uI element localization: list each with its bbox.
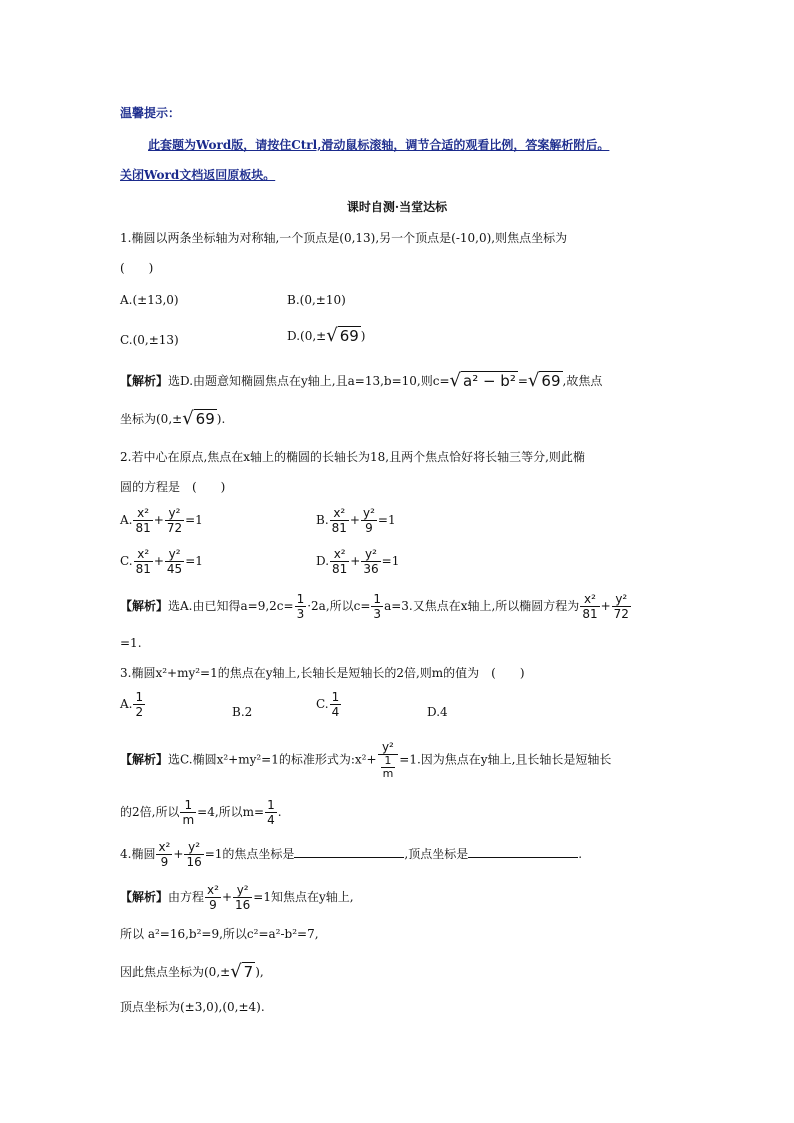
- fraction: [371, 592, 383, 621]
- denominator: 72: [166, 521, 183, 535]
- numerator: x²: [134, 547, 153, 562]
- denominator: 4: [331, 705, 340, 719]
- denominator: 81: [582, 607, 598, 621]
- fraction: [330, 506, 349, 535]
- section-title: 课时自测·当堂达标: [346, 200, 448, 214]
- q2-option-b-label: B.: [316, 513, 329, 527]
- q1-option-c: C.(0,±13): [120, 333, 179, 347]
- denominator: 81: [332, 562, 348, 576]
- fraction: [361, 506, 377, 535]
- numerator: 1: [331, 690, 340, 704]
- plus-sign: +: [600, 599, 611, 613]
- q3-option-d: D.4: [427, 705, 448, 719]
- denominator: 81: [331, 521, 347, 535]
- plus-sign: +: [153, 513, 164, 527]
- q3-answer-line-2: [120, 798, 282, 827]
- numerator: y²: [165, 547, 184, 562]
- q2-option-d-tail: =1: [381, 554, 400, 568]
- q4-stem-c: ,顶点坐标是: [404, 847, 469, 861]
- denominator: 9: [160, 855, 169, 869]
- q1-answer-line-2-pre: 坐标为(0,±: [120, 412, 183, 426]
- sqrt-69-answer: √ 69: [527, 370, 561, 391]
- tip-line-2: [120, 166, 275, 184]
- q3-answer2-a: 的2倍,所以: [120, 805, 180, 819]
- plus-sign: +: [153, 554, 164, 568]
- plus-sign: +: [221, 890, 233, 904]
- fraction: [133, 506, 152, 535]
- numerator: y²: [362, 506, 375, 520]
- q2-answer-a: 选A.由已知得a=9,2c=: [168, 599, 294, 613]
- sqrt-69-answer-body: 69: [541, 372, 561, 390]
- denominator: 72: [613, 607, 629, 621]
- q4-answer-line-3-post: ),: [255, 965, 264, 979]
- q3-answer-a: 选C.椭圆x²+my²=1的标准形式为:x²+: [168, 752, 377, 767]
- q2-option-c-label: C.: [120, 554, 133, 568]
- numerator: 1: [135, 690, 144, 704]
- q4-stem-b: =1的焦点坐标是: [204, 847, 295, 861]
- tip-title: 温馨提示：: [120, 106, 181, 120]
- denominator: 3: [296, 607, 305, 621]
- fraction: [233, 883, 252, 912]
- denominator: 9: [365, 521, 373, 535]
- q1-option-d-pre: D.(0,±: [287, 329, 327, 343]
- fraction: [165, 547, 184, 576]
- numerator: 1: [373, 592, 382, 606]
- sqrt-a2-b2-body: a² − b²: [463, 372, 516, 390]
- numerator: y²: [184, 840, 203, 855]
- fraction: [330, 547, 349, 576]
- numerator: 1: [180, 798, 196, 813]
- q3-answer-label: 【解析】: [120, 752, 169, 767]
- denominator: 16: [186, 855, 202, 869]
- q3-option-a-label: A.: [120, 697, 133, 711]
- sqrt-a2-b2: √ a² − b²: [449, 370, 516, 391]
- fraction: [133, 690, 145, 719]
- answer-blank-1[interactable]: [294, 845, 404, 858]
- fraction: [156, 840, 172, 869]
- fraction: [265, 798, 277, 827]
- numerator: x²: [330, 506, 349, 521]
- q3-stem: 3.椭圆x²+my²=1的焦点在y轴上,长轴长是短轴长的2倍,则m的值为 ( ): [120, 666, 525, 680]
- q4-answer-line-3-pre: 因此焦点坐标为(0,±: [120, 965, 231, 979]
- q2-answer-b: ·2a,所以c=: [307, 599, 371, 613]
- q1-answer-line-2: [120, 410, 225, 429]
- numerator: y²: [612, 592, 631, 607]
- q2-option-b-tail: =1: [377, 513, 396, 527]
- q2-answer-label: 【解析】: [120, 599, 169, 613]
- numerator: 1: [267, 798, 275, 812]
- numerator: x²: [133, 506, 152, 521]
- q2-stem-1: 2.若中心在原点,焦点在x轴上的椭圆的长轴长为18,且两个焦点恰好将长轴三等分,则此椭: [120, 450, 585, 464]
- q4-answer-line-4: 顶点坐标为(±3,0),(0,±4).: [120, 1000, 265, 1014]
- denominator: m: [182, 813, 195, 827]
- numerator: x²: [207, 883, 219, 897]
- q2-option-d: [316, 547, 399, 576]
- fraction: [330, 690, 342, 719]
- q3-option-b: B.2: [232, 705, 253, 719]
- fraction: [612, 592, 631, 621]
- q4-answer-label: 【解析】: [120, 890, 169, 904]
- numerator: x²: [158, 840, 171, 854]
- q2-answer-tail: =1.: [120, 636, 142, 650]
- q1-answer-label: 【解析】: [120, 374, 169, 388]
- q1-answer-line-1: [120, 372, 602, 391]
- denominator: 2: [135, 705, 144, 719]
- q4-answer-line-1: [120, 883, 354, 912]
- q4-answer-line-3: [120, 963, 264, 982]
- numerator: y²: [361, 547, 380, 562]
- denominator: m: [382, 767, 394, 780]
- numerator: 1: [381, 755, 396, 768]
- q3-answer-b: =1.因为焦点在y轴上,且长轴长是短轴长: [399, 752, 612, 767]
- q4-answer-b: =1知焦点在y轴上,: [253, 890, 354, 904]
- nested-fraction: [381, 755, 396, 780]
- sqrt-7-body: 7: [243, 963, 254, 981]
- q3-option-c-label: C.: [316, 697, 329, 711]
- fraction: [378, 740, 399, 780]
- sqrt-7: √ 7: [230, 961, 254, 982]
- fraction: [180, 798, 196, 827]
- fraction: [134, 547, 153, 576]
- q1-option-d: [287, 327, 365, 346]
- denominator: 3: [373, 607, 382, 621]
- q3-answer2-b: =4,所以m=: [197, 805, 265, 819]
- q3-option-c: [316, 690, 342, 719]
- q2-answer-line-1: [120, 592, 632, 621]
- q2-option-d-label: D.: [316, 554, 330, 568]
- q1-option-b: B.(0,±10): [287, 293, 346, 307]
- tip-line-1: [148, 136, 609, 154]
- q4-answer-line-2: 所以 a²=16,b²=9,所以c²=a²-b²=7,: [120, 927, 319, 941]
- tip-line-2-text: 关闭Word文档返回原板块。: [120, 168, 276, 182]
- q2-option-a-tail: =1: [185, 513, 203, 527]
- q3-option-a: [120, 690, 146, 719]
- sqrt-69-line2-body: 69: [195, 410, 215, 428]
- fraction: [580, 592, 599, 621]
- numerator: x²: [330, 547, 349, 562]
- fraction: [295, 592, 307, 621]
- denominator: 45: [166, 562, 183, 576]
- plus-sign: +: [173, 847, 184, 861]
- fraction: [165, 506, 184, 535]
- q1-answer-text-2: ,故焦点: [562, 374, 603, 388]
- answer-blank-2[interactable]: [468, 845, 578, 858]
- q2-option-c-tail: =1: [185, 554, 203, 568]
- q2-option-a: [120, 506, 203, 535]
- denominator: 16: [235, 898, 251, 912]
- q1-paren: ( ): [120, 261, 154, 275]
- denominator: 9: [209, 898, 217, 912]
- q1-answer-text-1: 选D.由题意知椭圆焦点在y轴上,且a=13,b=10,则c=: [168, 374, 450, 388]
- plus-sign: +: [349, 513, 360, 527]
- numerator: x²: [580, 592, 599, 607]
- q1-stem: 1.椭圆以两条坐标轴为对称轴,一个顶点是(0,13),另一个顶点是(-10,0),则焦点坐标为: [120, 231, 568, 245]
- q1-option-a: A.(±13,0): [120, 293, 179, 307]
- sqrt-69-body: 69: [339, 327, 359, 345]
- q4-stem-d: .: [578, 847, 583, 861]
- fraction: [361, 547, 380, 576]
- q2-option-c: [120, 547, 203, 576]
- q4-stem-a: 4.椭圆: [120, 847, 156, 861]
- fraction: [184, 840, 203, 869]
- q3-answer2-c: .: [277, 805, 282, 819]
- numerator: y²: [233, 883, 252, 898]
- numerator: y²: [378, 740, 399, 755]
- plus-sign: +: [350, 554, 361, 568]
- fraction: [205, 883, 221, 912]
- denominator: 81: [135, 521, 151, 535]
- q4-stem: [120, 840, 582, 869]
- q1-answer-eq: =: [517, 374, 528, 388]
- numerator: 1: [296, 592, 305, 606]
- q1-answer-line-2-post: ).: [216, 412, 226, 426]
- q4-answer-a: 由方程: [168, 890, 205, 904]
- q2-option-a-label: A.: [120, 513, 133, 527]
- sqrt-69-line2: √ 69: [182, 408, 215, 429]
- sqrt-69: √ 69: [326, 325, 359, 346]
- denominator: 36: [363, 562, 379, 576]
- q2-option-b: [316, 506, 396, 535]
- q1-option-d-post: ): [360, 329, 366, 343]
- denominator: 81: [135, 562, 151, 576]
- q2-stem-2: 圆的方程是 ( ): [120, 480, 226, 494]
- q3-answer-line-1: [120, 740, 611, 780]
- denominator: [378, 755, 399, 780]
- tip-line-1-text: 此套题为Word版，请按住Ctrl,滑动鼠标滚轴，调节合适的观看比例，答案解析附后。: [148, 138, 610, 152]
- q2-answer-c: a=3.又焦点在x轴上,所以椭圆方程为: [384, 599, 580, 613]
- numerator: y²: [165, 506, 184, 521]
- denominator: 4: [267, 813, 275, 827]
